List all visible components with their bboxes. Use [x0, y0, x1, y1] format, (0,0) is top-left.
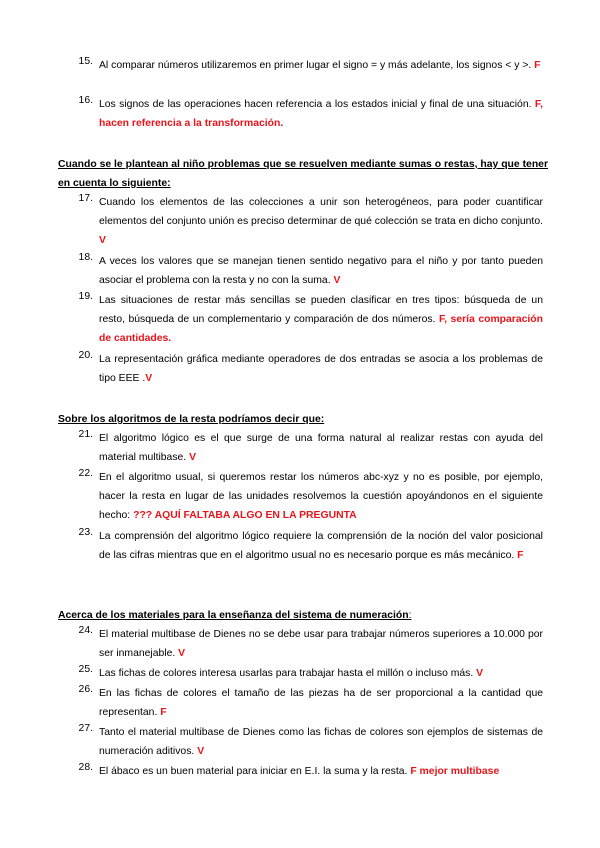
answer-label: F	[160, 707, 167, 718]
question-text: El algoritmo lógico es el que surge de una forma natural al realizar restas con ayuda del material multibase.	[99, 433, 543, 463]
answer-label: F, sería comparación de cantidades.	[99, 314, 543, 344]
section-heading-colon: :	[408, 610, 412, 621]
question-15	[73, 56, 543, 75]
question-16	[73, 95, 543, 133]
question-number: 17.	[78, 193, 93, 204]
answer-label: F, hacen referencia a la transformación.	[99, 99, 543, 129]
question-text: Los signos de las operaciones hacen referencia a los estados inicial y final de una situación.	[99, 99, 532, 110]
question-21	[73, 429, 543, 467]
question-number: 20.	[78, 350, 93, 361]
question-text: La comprensión del algoritmo lógico requiere la comprensión de la noción del valor posicional de las cifras mientras que en el algoritmo usual no es necesario porque es más mecánico.	[99, 531, 543, 561]
answer-label: V	[189, 452, 197, 463]
question-text: El ábaco es un buen material para iniciar en E.I. la suma y la resta.	[99, 766, 408, 777]
question-24	[73, 625, 543, 663]
question-18	[73, 252, 543, 290]
answer-label: F mejor multibase	[410, 766, 500, 777]
question-number: 24.	[78, 625, 93, 636]
question-23	[73, 527, 543, 565]
section-heading-sums: Cuando se le plantean al niño problemas que se resuelven mediante sumas o restas, hay que tener en cuenta lo siguiente:	[58, 159, 548, 189]
section-heading-materials	[58, 606, 548, 625]
question-17	[73, 193, 543, 250]
question-text: La representación gráfica mediante operadores de dos entradas se asocia a los problemas de tipo EEE .	[99, 354, 543, 384]
question-27	[73, 723, 543, 761]
question-text: Tanto el material multibase de Dienes como las fichas de colores son ejemplos de sistemas de numeración aditivos.	[99, 727, 543, 757]
question-number: 16.	[78, 95, 93, 106]
answer-label: V	[178, 648, 186, 659]
question-text: Las situaciones de restar más sencillas se pueden clasificar en tres tipos: búsqueda de un resto, búsqueda de un complementario y comparación de dos números.	[99, 295, 543, 325]
question-number: 19.	[78, 291, 93, 302]
section-heading-text: Acerca de los materiales para la enseñanza del sistema de numeración	[58, 610, 409, 621]
question-28	[73, 762, 543, 781]
question-text: El material multibase de Dienes no se debe usar para trabajar números superiores a 10.000 por ser inmanejable.	[99, 629, 543, 659]
question-number: 28.	[78, 762, 93, 773]
answer-label: ??? AQUÍ FALTABA ALGO EN LA PREGUNTA	[133, 510, 357, 521]
answer-label: F	[534, 60, 541, 71]
answer-label: F	[517, 550, 524, 561]
question-text: En las fichas de colores el tamaño de las piezas ha de ser proporcional a la cantidad que representan.	[99, 688, 543, 718]
answer-label: V	[333, 275, 341, 286]
question-25	[73, 664, 543, 683]
question-number: 15.	[78, 56, 93, 67]
question-19	[73, 291, 543, 348]
question-number: 27.	[78, 723, 93, 734]
question-22	[73, 468, 543, 525]
section-heading-algorithms: Sobre los algoritmos de la resta podríamos decir que:	[58, 414, 325, 425]
question-number: 22.	[78, 468, 93, 479]
question-20	[73, 350, 543, 388]
question-number: 18.	[78, 252, 93, 263]
answer-label: V	[99, 235, 106, 246]
question-number: 25.	[78, 664, 93, 675]
question-number: 23.	[78, 527, 93, 538]
question-text: Cuando los elementos de las colecciones a unir son heterogéneos, para poder cuantificar elementos del conjunto unión es preciso determinar de qué colección se trata en dicho conjunto.	[99, 197, 543, 227]
answer-label: V	[476, 668, 484, 679]
question-text: Las fichas de colores interesa usarlas para trabajar hasta el millón o incluso más.	[99, 668, 474, 679]
question-text: Al comparar números utilizaremos en primer lugar el signo = y más adelante, los signos < y >.	[99, 60, 532, 71]
question-number: 21.	[78, 429, 93, 440]
question-text: A veces los valores que se manejan tienen sentido negativo para el niño y por tanto pueden asociar el problema con la resta y no con la suma.	[99, 256, 543, 286]
question-text: En el algoritmo usual, si queremos restar los números abc-xyz y no es posible, por ejemplo, hacer la resta en lugar de las unidades resolvemos la cuestión apoyándonos en el siguiente hecho:	[99, 472, 543, 521]
answer-label: V	[145, 373, 153, 384]
answer-label: V	[197, 746, 205, 757]
question-number: 26.	[78, 684, 93, 695]
question-26	[73, 684, 543, 722]
